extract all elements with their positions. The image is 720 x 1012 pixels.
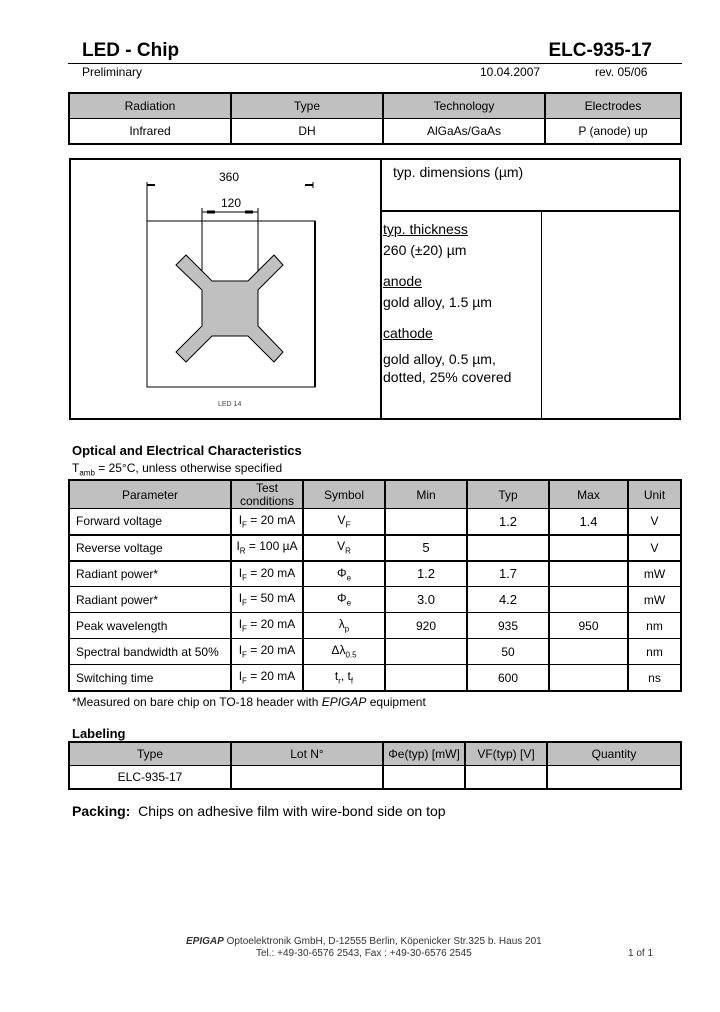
col-test-conditions: Test conditions: [231, 481, 303, 509]
label-header-power: Φe(typ) [mW]: [383, 743, 465, 766]
lot-number-field: [231, 766, 383, 789]
cathode-value: gold alloy, 0.5 µm,: [383, 351, 496, 367]
document-date: 10.04.2007: [480, 65, 541, 79]
label-header-voltage: VF(typ) [V]: [465, 743, 547, 766]
summary-header-type: Type: [231, 94, 383, 119]
labeling-title: Labeling: [72, 726, 126, 741]
table-row: Radiant power* $I_F = 20$ mA $\Phi_e$ 1.2 1.7 mW: [70, 561, 681, 587]
labeling-table: [69, 742, 681, 789]
packing-info: Packing: Chips on adhesive film with wire-bond side on top: [72, 803, 446, 819]
footer-contact: Tel.: +49-30-6576 2543, Fax : +49-30-6576 2545: [256, 948, 472, 959]
document-title: LED - Chip: [82, 40, 180, 61]
col-symbol: Symbol: [303, 481, 385, 509]
thickness-value: 260 (±20) µm: [383, 242, 467, 258]
table-row: Switching time $I_F = 20$ mA $t_r$, $t_f$ 600 ns: [70, 665, 681, 691]
col-min: Min: [385, 481, 467, 509]
col-unit: Unit: [628, 481, 681, 509]
dimensions-divider: [380, 210, 681, 212]
dimension-outer: 360: [219, 170, 240, 184]
dimensions-divider: [541, 210, 542, 420]
page-number: 1 of 1: [628, 948, 654, 959]
col-typ: Typ: [467, 481, 549, 509]
part-number: ELC-935-17: [548, 40, 652, 61]
characteristics-table: [69, 480, 681, 691]
thickness-label: typ. thickness: [383, 221, 468, 237]
cathode-value: dotted, 25% covered: [383, 369, 512, 385]
table-row: Peak wavelength $I_F = 20$ mA $\lambda_p$ 920 935 950 nm: [70, 613, 681, 639]
table-row: Reverse voltage $I_R = 100$ µA $V_R$ 5 V: [70, 535, 681, 561]
anode-value: gold alloy, 1.5 µm: [383, 294, 492, 310]
col-parameter: Parameter: [70, 481, 232, 509]
dimensions-title: typ. dimensions (µm): [393, 164, 524, 180]
summary-electrodes: P (anode) up: [545, 119, 681, 144]
summary-header-radiation: Radiation: [70, 94, 232, 119]
table-row: ELC-935-17: [70, 766, 681, 789]
voltage-field: [465, 766, 547, 789]
col-max: Max: [549, 481, 628, 509]
summary-table: [69, 93, 681, 144]
label-header-lot: Lot N°: [231, 743, 383, 766]
summary-technology: AlGaAs/GaAs: [383, 119, 545, 144]
dimensions-divider: [380, 158, 382, 420]
dimension-inner: 120: [221, 196, 242, 210]
summary-header-electrodes: Electrodes: [545, 94, 681, 119]
drawing-label: LED 14: [218, 401, 242, 408]
cathode-label: cathode: [383, 325, 433, 341]
title-divider: [68, 63, 682, 64]
summary-type: DH: [231, 119, 383, 144]
quantity-field: [547, 766, 681, 789]
table-row: Radiant power* $I_F = 50$ mA $\Phi_e$ 3.0 4.2 mW: [70, 587, 681, 613]
footnote: *Measured on bare chip on TO-18 header with EPIGAP equipment: [72, 695, 426, 709]
footer-address: EPIGAP Optoelektronik GmbH, D-12555 Berlin, Köpenicker Str.325 b. Haus 201: [186, 936, 542, 947]
table-row: Forward voltage $I_F = 20$ mA $V_F$ 1.2 1.4 V: [70, 509, 681, 535]
summary-radiation: Infrared: [70, 119, 232, 144]
power-field: [383, 766, 465, 789]
table-row: Spectral bandwidth at 50% $I_F = 20$ mA $\Delta\lambda_{0.5}$ 50 nm: [70, 639, 681, 665]
characteristics-title: Optical and Electrical Characteristics: [72, 443, 302, 458]
label-header-quantity: Quantity: [547, 743, 681, 766]
status-label: Preliminary: [82, 65, 143, 79]
label-header-type: Type: [70, 743, 232, 766]
summary-header-technology: Technology: [383, 94, 545, 119]
anode-label: anode: [383, 273, 422, 289]
characteristics-condition: $T_{amb} = 25^\circ C$, unless otherwise specified: [72, 461, 283, 478]
revision-label: rev. 05/06: [595, 65, 648, 79]
